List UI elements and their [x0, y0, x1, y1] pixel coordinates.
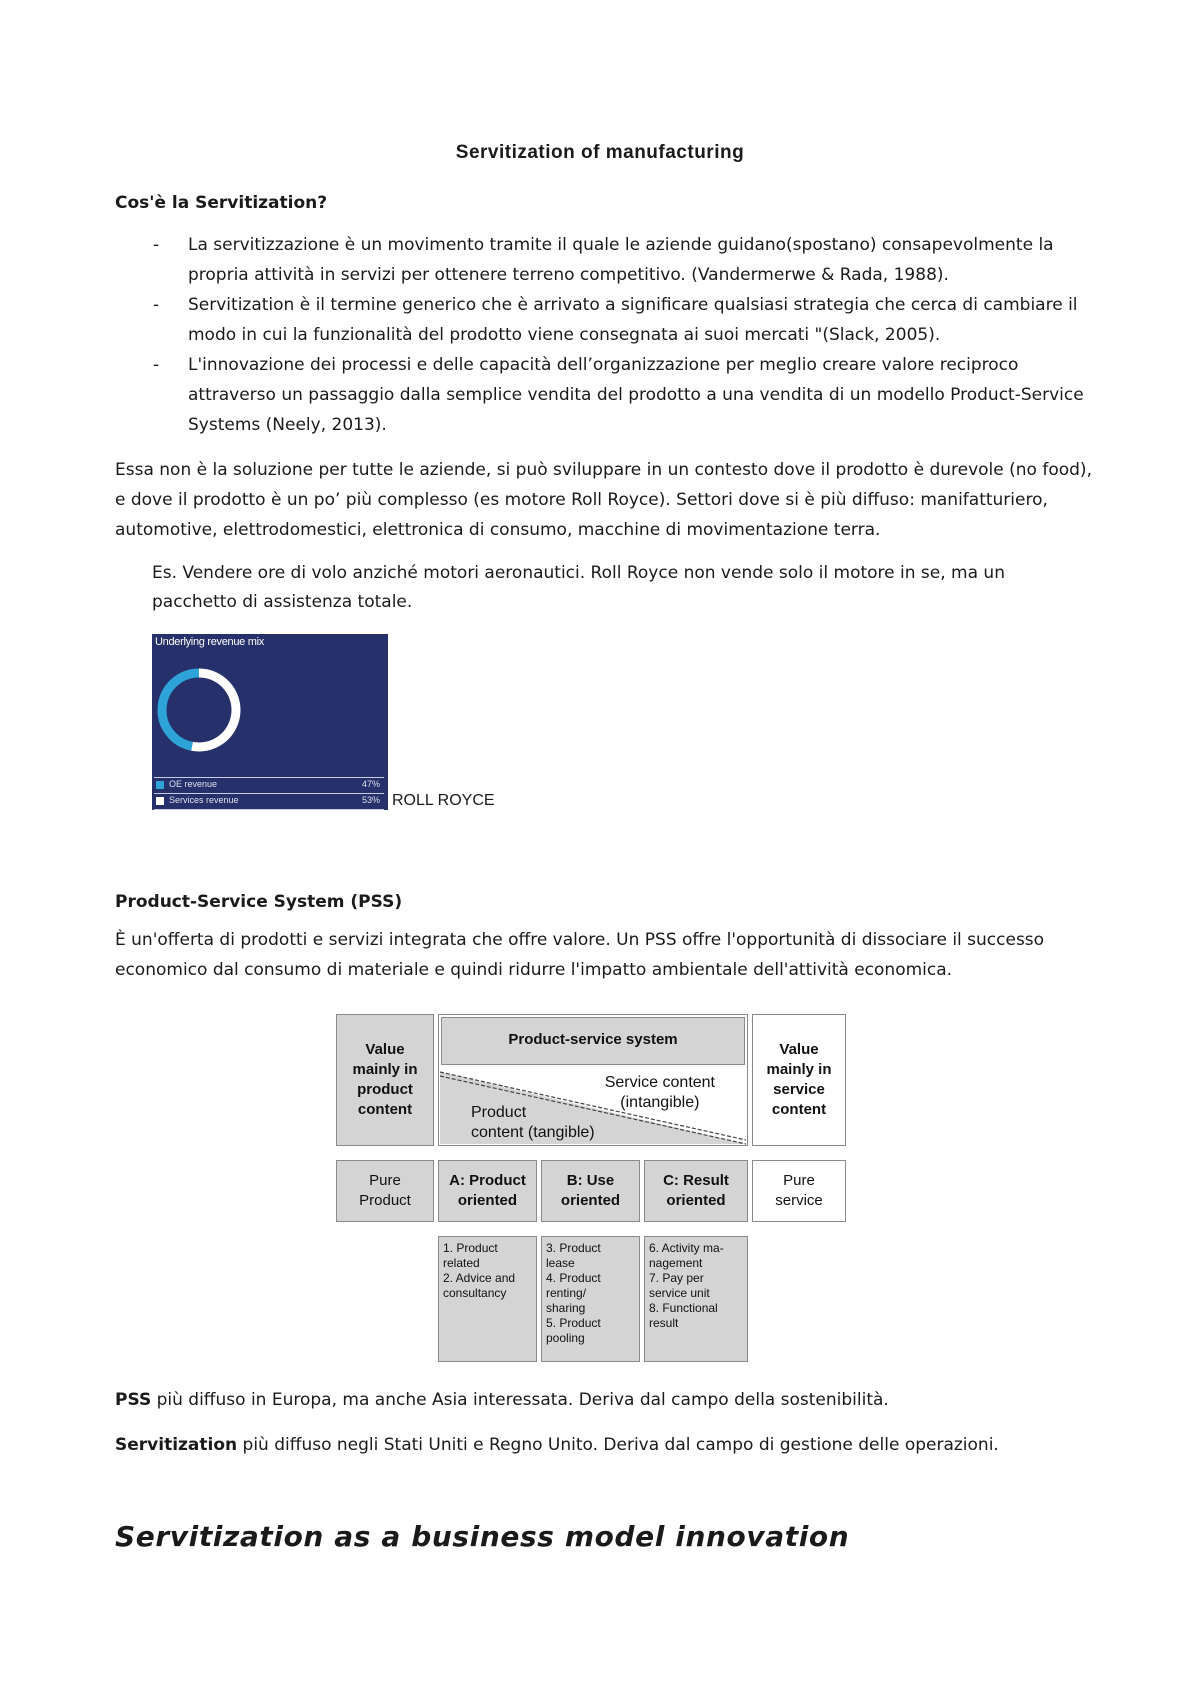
label-line: content (tangible): [471, 1124, 595, 1141]
value-service-box: [752, 1014, 846, 1146]
label-line: Product: [471, 1104, 527, 1121]
paragraph-servitization-origin: [115, 1430, 1095, 1460]
label-line: (intangible): [620, 1094, 700, 1111]
legend-percent: 47%: [361, 779, 380, 789]
list-line: 7. Pay per: [649, 1271, 704, 1285]
bullet-text: Servitization è il termine generico che è arrivato a significare qualsiasi strategia che cerca di cambiare il modo in cui la funzionalità del prodotto viene consegnata ai suoi mercati "(Slack, 2005).: [188, 295, 1078, 345]
box-line: mainly in: [766, 1061, 832, 1078]
revenue-mix-title: Underlying revenue mix: [155, 636, 264, 648]
box-line: service: [775, 1192, 823, 1209]
bullet-text: L'innovazione dei processi e delle capacità dell’organizzazione per meglio creare valore reciproco attraverso un passaggio dalla semplice vendita del prodotto a una vendita di un modello Product-Service Systems (Neely, 2013).: [188, 355, 1084, 435]
section-heading-business-model: Servitization as a business model innovation: [115, 1520, 850, 1553]
bullet-dash: -: [153, 355, 160, 375]
use-oriented-box: [541, 1160, 640, 1222]
bullet-dash: -: [153, 295, 160, 315]
legend-label: OE revenue: [169, 779, 218, 789]
product-content-label: [471, 1103, 595, 1143]
legend-percent: 53%: [361, 795, 380, 805]
paragraph-text: più diffuso negli Stati Uniti e Regno Unito. Deriva dal campo di gestione delle operazioni.: [237, 1435, 999, 1455]
list-line: pooling: [546, 1331, 585, 1345]
pure-product-box: [336, 1160, 434, 1222]
use-oriented-list: [541, 1236, 640, 1362]
paragraph-pss-origin: [115, 1385, 1095, 1415]
paragraph-pss-definition: È un'offerta di prodotti e servizi integrata che offre valore. Un PSS offre l'opportunità di dissociare il successo economico dal consumo di materiale e quindi ridurre l'impatto ambientale dell'attività economica.: [115, 930, 1045, 980]
box-line: service: [773, 1081, 825, 1098]
box-line: oriented: [457, 1192, 518, 1209]
result-oriented-box: [644, 1160, 748, 1222]
section-heading-servitization: Cos'è la Servitization?: [115, 193, 328, 213]
box-line: Value: [779, 1041, 819, 1058]
revenue-row-services: [154, 793, 384, 810]
paragraph-example: Es. Vendere ore di volo anziché motori aeronautici. Roll Royce non vende solo il motore in se, ma un pacchetto di assistenza totale.: [152, 563, 1005, 612]
section-heading-pss: Product-Service System (PSS): [115, 892, 403, 912]
box-line: mainly in: [352, 1061, 418, 1078]
paragraph-text: più diffuso in Europa, ma anche Asia interessata. Deriva dal campo della sostenibilità.: [151, 1390, 889, 1410]
bullet-dash: -: [153, 235, 160, 255]
pss-title: Product-service system: [508, 1031, 678, 1048]
list-line: 8. Functional: [649, 1301, 718, 1315]
box-line: content: [771, 1101, 827, 1118]
box-line: product: [357, 1081, 413, 1098]
definition-list: [115, 230, 1095, 440]
pss-diagram: [336, 1014, 846, 1364]
bold-term: PSS: [115, 1390, 152, 1410]
list-line: 2. Advice and: [443, 1271, 516, 1285]
legend-swatch-oe: [156, 781, 164, 789]
list-line: 4. Product: [546, 1271, 601, 1285]
list-line: related: [443, 1256, 480, 1270]
list-line: service unit: [649, 1286, 710, 1300]
box-line: Product: [359, 1192, 411, 1209]
list-item: [115, 230, 1095, 290]
label-line: Service content: [604, 1074, 715, 1091]
list-line: sharing: [546, 1301, 586, 1315]
box-line: oriented: [666, 1192, 726, 1209]
result-oriented-list: [644, 1236, 748, 1362]
box-line: Value: [365, 1041, 405, 1058]
box-line: Pure: [369, 1172, 401, 1189]
list-line: nagement: [649, 1256, 703, 1270]
pss-center-box: [438, 1014, 748, 1146]
box-line: content: [357, 1101, 413, 1118]
donut-slice-services: [192, 673, 236, 747]
list-line: renting/: [546, 1286, 587, 1300]
list-line: consultancy: [443, 1286, 507, 1300]
product-oriented-list: [438, 1236, 537, 1362]
bullet-text: La servitizzazione è un movimento tramite il quale le aziende guidano(spostano) consapevolmente la propria attività in servizi per ottenere terreno competitivo. (Vandermerwe & Rada, 1988).: [188, 235, 1054, 285]
pure-service-box: [752, 1160, 846, 1222]
list-line: 5. Product: [546, 1316, 601, 1330]
list-item: [115, 350, 1095, 440]
donut-slice-oe: [162, 673, 199, 746]
service-content-label: [605, 1073, 715, 1113]
legend-label: Services revenue: [169, 795, 239, 805]
page-title: Servitization of manufacturing: [455, 142, 745, 163]
image-caption: ROLL ROYCE: [392, 792, 495, 809]
revenue-row-oe: [154, 777, 384, 793]
product-oriented-box: [438, 1160, 537, 1222]
list-line: result: [649, 1316, 679, 1330]
revenue-mix-image: [152, 634, 388, 810]
bold-term: Servitization: [115, 1435, 238, 1455]
box-line: C: Result: [663, 1172, 729, 1189]
list-line: 6. Activity ma-: [649, 1241, 724, 1255]
box-line: oriented: [560, 1192, 621, 1209]
paragraph-context: Essa non è la soluzione per tutte le aziende, si può sviluppare in un contesto dove il prodotto è durevole (no food), e dove il prodotto è un po’ più complesso (es motore Roll Royce). Settori dove si è più diffuso: manifatturiero, automotive, elettrodomestici, elettronica di consumo, macchine di movimentazione terra.: [115, 460, 1092, 540]
box-line: B: Use: [566, 1172, 615, 1189]
list-line: lease: [546, 1256, 575, 1270]
list-line: 1. Product: [443, 1241, 498, 1255]
list-item: [115, 290, 1095, 350]
legend-swatch-services: [156, 797, 164, 805]
box-line: Pure: [783, 1172, 815, 1189]
box-line: A: Product: [449, 1172, 526, 1189]
list-line: 3. Product: [546, 1241, 601, 1255]
value-product-box: [336, 1014, 434, 1146]
